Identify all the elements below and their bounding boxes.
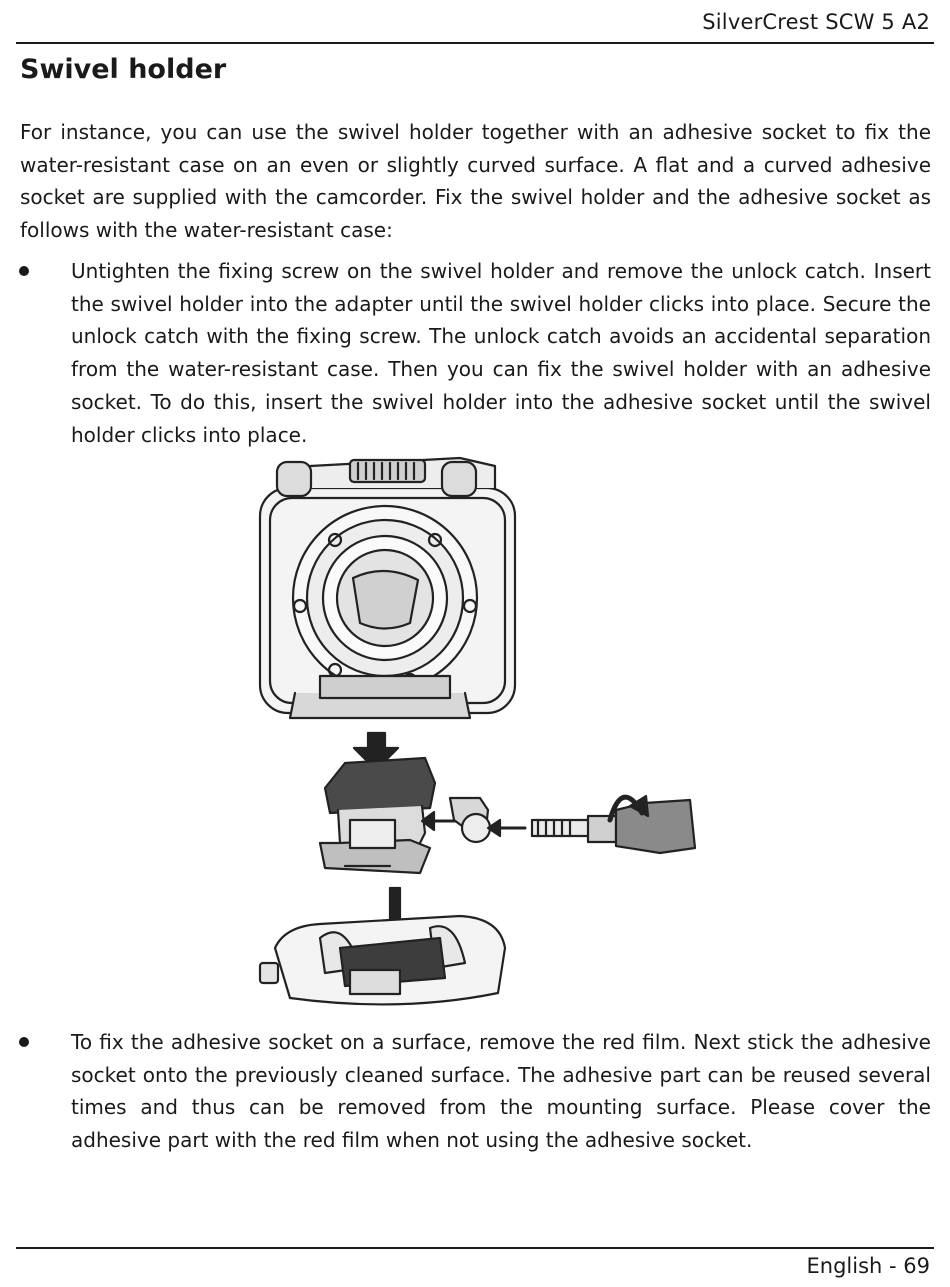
bullet-marker <box>19 1037 29 1047</box>
adhesive-socket <box>260 916 505 1004</box>
page-number: English - 69 <box>806 1254 930 1278</box>
section-title: Swivel holder <box>20 54 227 85</box>
bullet-item-2: To fix the adhesive socket on a surface, remove the red film. Next stick the adhesive socket onto the previously cleaned surface. The adhesive part can be reused several times and thus can be removed from the mounting surface. Please cover the adhesive part with the red film when not using the adhesive socket. <box>71 1030 931 1153</box>
water-resistant-case <box>260 458 515 718</box>
footer-rule <box>16 1247 934 1249</box>
swivel-holder <box>320 758 435 873</box>
assembly-illustration <box>250 448 700 1023</box>
intro-paragraph: For instance, you can use the swivel holder together with an adhesive socket to fix the water-resistant case on an even or slightly curved surface. A flat and a curved adhesive socket are supplied with the camcorder. Fix the swivel holder and the adhesive socket as follows with the water-resistant case: <box>20 120 931 243</box>
fixing-screw <box>532 796 695 853</box>
bullet-marker <box>19 266 29 276</box>
unlock-catch <box>450 798 490 842</box>
bullet-item-1: Untighten the fixing screw on the swivel holder and remove the unlock catch. Insert the swivel holder into the adapter until the swivel holder clicks into place. Secure the unlock catch with the fixing screw. The unlock catch avoids an accidental separation from the water-resistant case. Then you can fix the swivel holder with an adhesive socket. To do this, insert the swivel holder into the adhesive socket until the swivel holder clicks into place. <box>71 259 931 447</box>
product-name: SilverCrest SCW 5 A2 <box>702 10 930 34</box>
header-rule <box>16 42 934 44</box>
